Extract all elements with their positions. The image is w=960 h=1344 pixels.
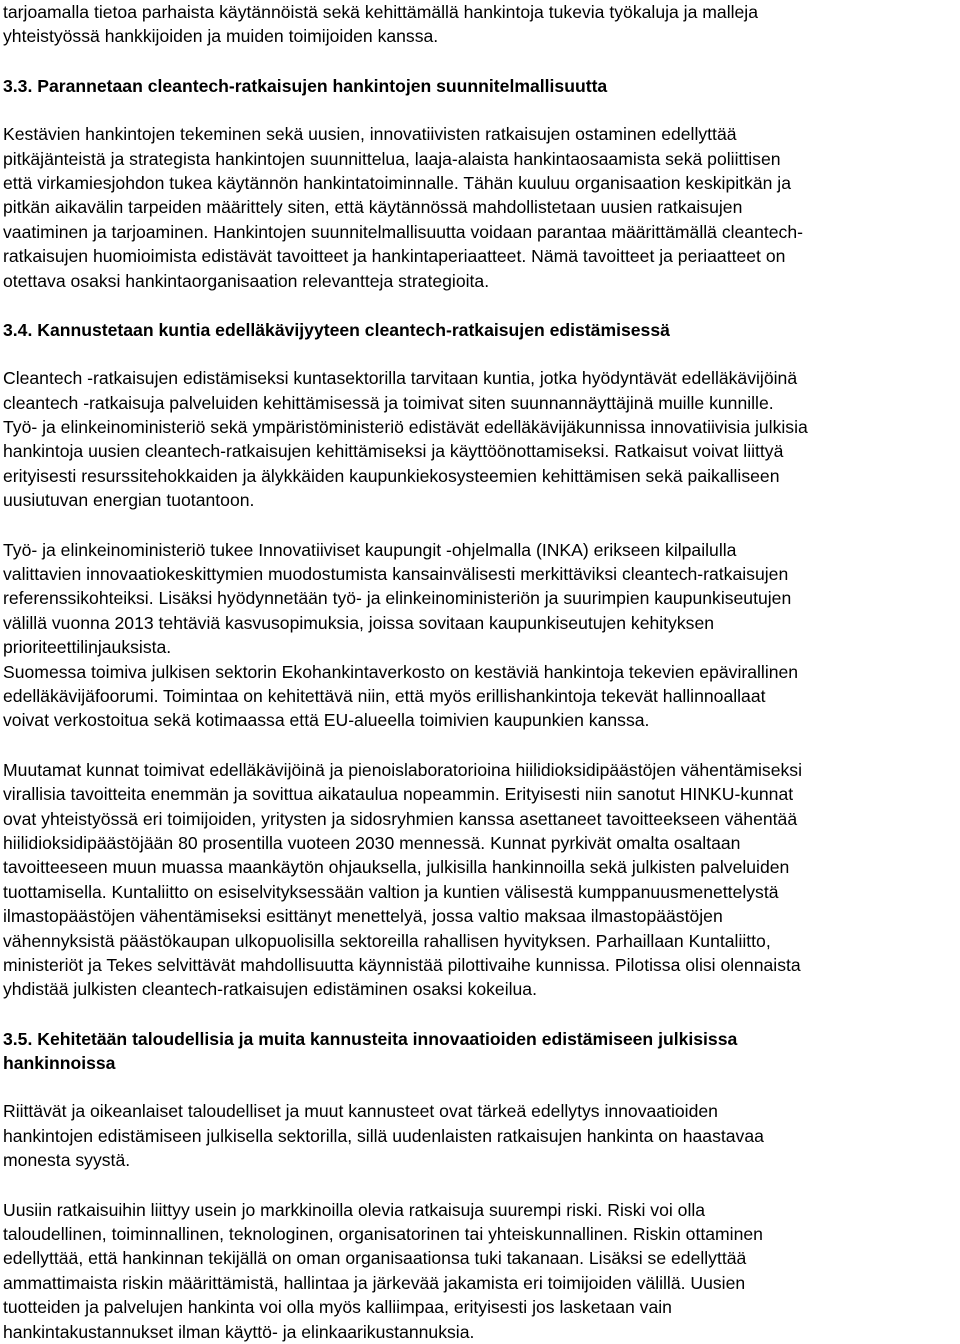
text-line: virallisia tavoitteita enemmän ja sovittua aikataulua nopeammin. Erityisesti niin sanotut HINKU-kunnat: [3, 784, 794, 805]
text-line: ovat yhteistyössä eri toimijoiden, yritysten ja sidosryhmien kanssa asettaneet tavoitteekseen vähentää: [3, 808, 798, 829]
text-line: edellyttää, että hankinnan tekijällä on oman organisaationsa tuki takanaan. Lisäksi se edellyttää: [3, 1248, 747, 1269]
document-page: [3, 0, 958, 1344]
text-line: edelläkävijäfoorumi. Toimintaa on kehitettävä niin, että myös erillishankintoja tekevät hallinnoallaat: [3, 685, 766, 706]
text-line: Uusiin ratkaisuihin liittyy usein jo markkinoilla olevia ratkaisuja suurempi riski. Riski voi olla: [3, 1199, 706, 1220]
text-line: Cleantech -ratkaisujen edistämiseksi kuntasektorilla tarvitaan kuntia, jotka hyödyntävät edelläkävijöinä: [3, 368, 798, 389]
text-line: että virkamiesjohdon tukea käytännön hankintatoiminnalle. Tähän kuuluu organisaation keskipitkän ja: [3, 172, 791, 193]
text-line: uusiutuvan energian tuotantoon.: [3, 490, 255, 511]
text-line: hiilidioksidipäästöjään 80 prosentilla vuoteen 2030 mennessä. Kunnat pyrkivät omalta osaltaan: [3, 832, 741, 853]
text-line: tuotteiden ja palvelujen hankinta voi olla myös kalliimpaa, erityisesti jos lasketaan vain: [3, 1297, 672, 1318]
text-line: taloudellinen, toiminnallinen, teknologinen, organisatorinen tai yhteiskunnallinen. Riskin ottaminen: [3, 1224, 763, 1245]
text-line: referenssikohteiksi. Lisäksi hyödynnetään työ- ja elinkeinoministeriön ja suurimpien kaupunkiseutujen: [3, 588, 792, 609]
text-line: ammattimaista riskin määrittämistä, hallintaa ja järkevää jakamista eri toimijoiden välillä. Uusien: [3, 1272, 746, 1293]
text-line: hankintoja uusien cleantech-ratkaisujen kehittämiseksi ja käyttöönottamiseksi. Ratkaisut voivat liittyä: [3, 441, 784, 462]
section-3-5-paragraph-2: [3, 1198, 958, 1344]
text-line: Työ- ja elinkeinoministeriö sekä ympäristöministeriö edistävät edelläkävijäkunnissa innovatiivisia julkisia: [3, 417, 808, 438]
text-line: välillä vuonna 2013 tehtäviä kasvusopimuksia, joissa sovitaan kaupunkiseutujen kehityksen: [3, 612, 715, 633]
text-line: cleantech -ratkaisuja palveluiden kehittämisessä ja toimivat siten suunnannäyttäjinä muille kunnille.: [3, 392, 774, 413]
text-line: ministeriöt ja Tekes selvittävät mahdollisuutta käynnistää pilottivaihe kunnissa. Pilotissa olisi olennaista: [3, 954, 801, 975]
text-line: tavoitteeseen muun muassa maankäytön ohjauksella, julkisilla hankinnoilla sekä julkisten palveluiden: [3, 857, 790, 878]
text-line: erityisesti resurssitehokkaiden ja älykkäiden kaupunkiekosysteemien kehittämisen sekä paikalliseen: [3, 465, 780, 486]
section-3-4-paragraph-2: [3, 538, 958, 733]
text-line: ilmastopäästöjen vähentämiseksi esittänyt menettelyä, jossa valtio maksaa ilmastopäästöjen: [3, 906, 723, 927]
text-line: Riittävät ja oikeanlaiset taloudelliset ja muut kannusteet ovat tärkeä edellytys innovaatioiden: [3, 1101, 718, 1122]
text-line: valittavien innovaatiokeskittymien muodostumista kansainvälisesti merkittäviksi cleantech-ratkaisujen: [3, 564, 789, 585]
section-3-3-paragraph: [3, 122, 958, 293]
section-3-5-paragraph-1: [3, 1099, 958, 1172]
section-heading-3-5: [3, 1027, 958, 1076]
text-line: voivat verkostoitua sekä kotimaassa että EU-alueella toimivien kaupunkien kanssa.: [3, 710, 650, 731]
heading-line: 3.5. Kehitetään taloudellisia ja muita kannusteita innovaatioiden edistämiseen julkisissa: [3, 1028, 738, 1049]
text-line: monesta syystä.: [3, 1150, 131, 1171]
section-heading-3-4: 3.4. Kannustetaan kuntia edelläkävijyyteen cleantech-ratkaisujen edistämisessä: [3, 319, 670, 340]
text-line: vaatiminen ja tarjoaminen. Hankintojen suunnitelmallisuutta voidaan parantaa määrittämällä cleantech-: [3, 221, 803, 242]
text-line: tuottamisella. Kuntaliitto on esiselvityksessään valtion ja kuntien välisestä kumppanuusmenettelystä: [3, 881, 779, 902]
text-line: Työ- ja elinkeinoministeriö tukee Innovatiiviset kaupungit -ohjelmalla (INKA) erikseen kilpailulla: [3, 539, 737, 560]
text-line: pitkän aikavälin tarpeiden määrittely siten, että käytännössä mahdollistetaan uusien ratkaisujen: [3, 197, 743, 218]
text-line: hankintojen edistämiseen julkisella sektorilla, sillä uudenlaisten ratkaisujen hankinta on haastavaa: [3, 1125, 764, 1146]
section-3-4-paragraph-3: [3, 758, 958, 1002]
text-line: otettava osaksi hankintaorganisaation relevantteja strategioita.: [3, 270, 490, 291]
text-line: tarjoamalla tietoa parhaista käytännöistä sekä kehittämällä hankintoja tukevia työkaluja ja malleja: [3, 2, 759, 22]
text-line: prioriteettilinjauksista.: [3, 637, 172, 658]
text-line: hankintakustannukset ilman käyttö- ja elinkaarikustannuksia.: [3, 1321, 475, 1342]
text-line: yhdistää julkisten cleantech-ratkaisujen edistäminen osaksi kokeilua.: [3, 979, 537, 1000]
heading-line: hankinnoissa: [3, 1053, 116, 1074]
intro-paragraph: [3, 0, 958, 49]
text-line: ratkaisujen huomioimista edistävät tavoitteet ja hankintaperiaatteet. Nämä tavoitteet ja periaatteet on: [3, 246, 786, 267]
text-line: pitkäjänteistä ja strategista hankintojen suunnittelua, laaja-alaista hankintaosaamista sekä poliittisen: [3, 148, 781, 169]
text-line: Kestävien hankintojen tekeminen sekä uusien, innovatiivisten ratkaisujen ostaminen edellyttää: [3, 124, 737, 145]
text-line: yhteistyössä hankkijoiden ja muiden toimijoiden kanssa.: [3, 26, 439, 47]
text-line: vähennyksistä päästökaupan ulkopuolisilla sektoreilla rahallisen hyvityksen. Parhaillaan Kuntaliitto,: [3, 930, 771, 951]
text-line: Suomessa toimiva julkisen sektorin Ekohankintaverkosto on kestäviä hankintoja tekevien epävirallinen: [3, 661, 799, 682]
section-3-4-paragraph-1: [3, 366, 958, 512]
text-line: Muutamat kunnat toimivat edelläkävijöinä ja pienoislaboratorioina hiilidioksidipäästöjen vähentämiseksi: [3, 759, 803, 780]
section-heading-3-3: 3.3. Parannetaan cleantech-ratkaisujen hankintojen suunnitelmallisuutta: [3, 75, 608, 96]
